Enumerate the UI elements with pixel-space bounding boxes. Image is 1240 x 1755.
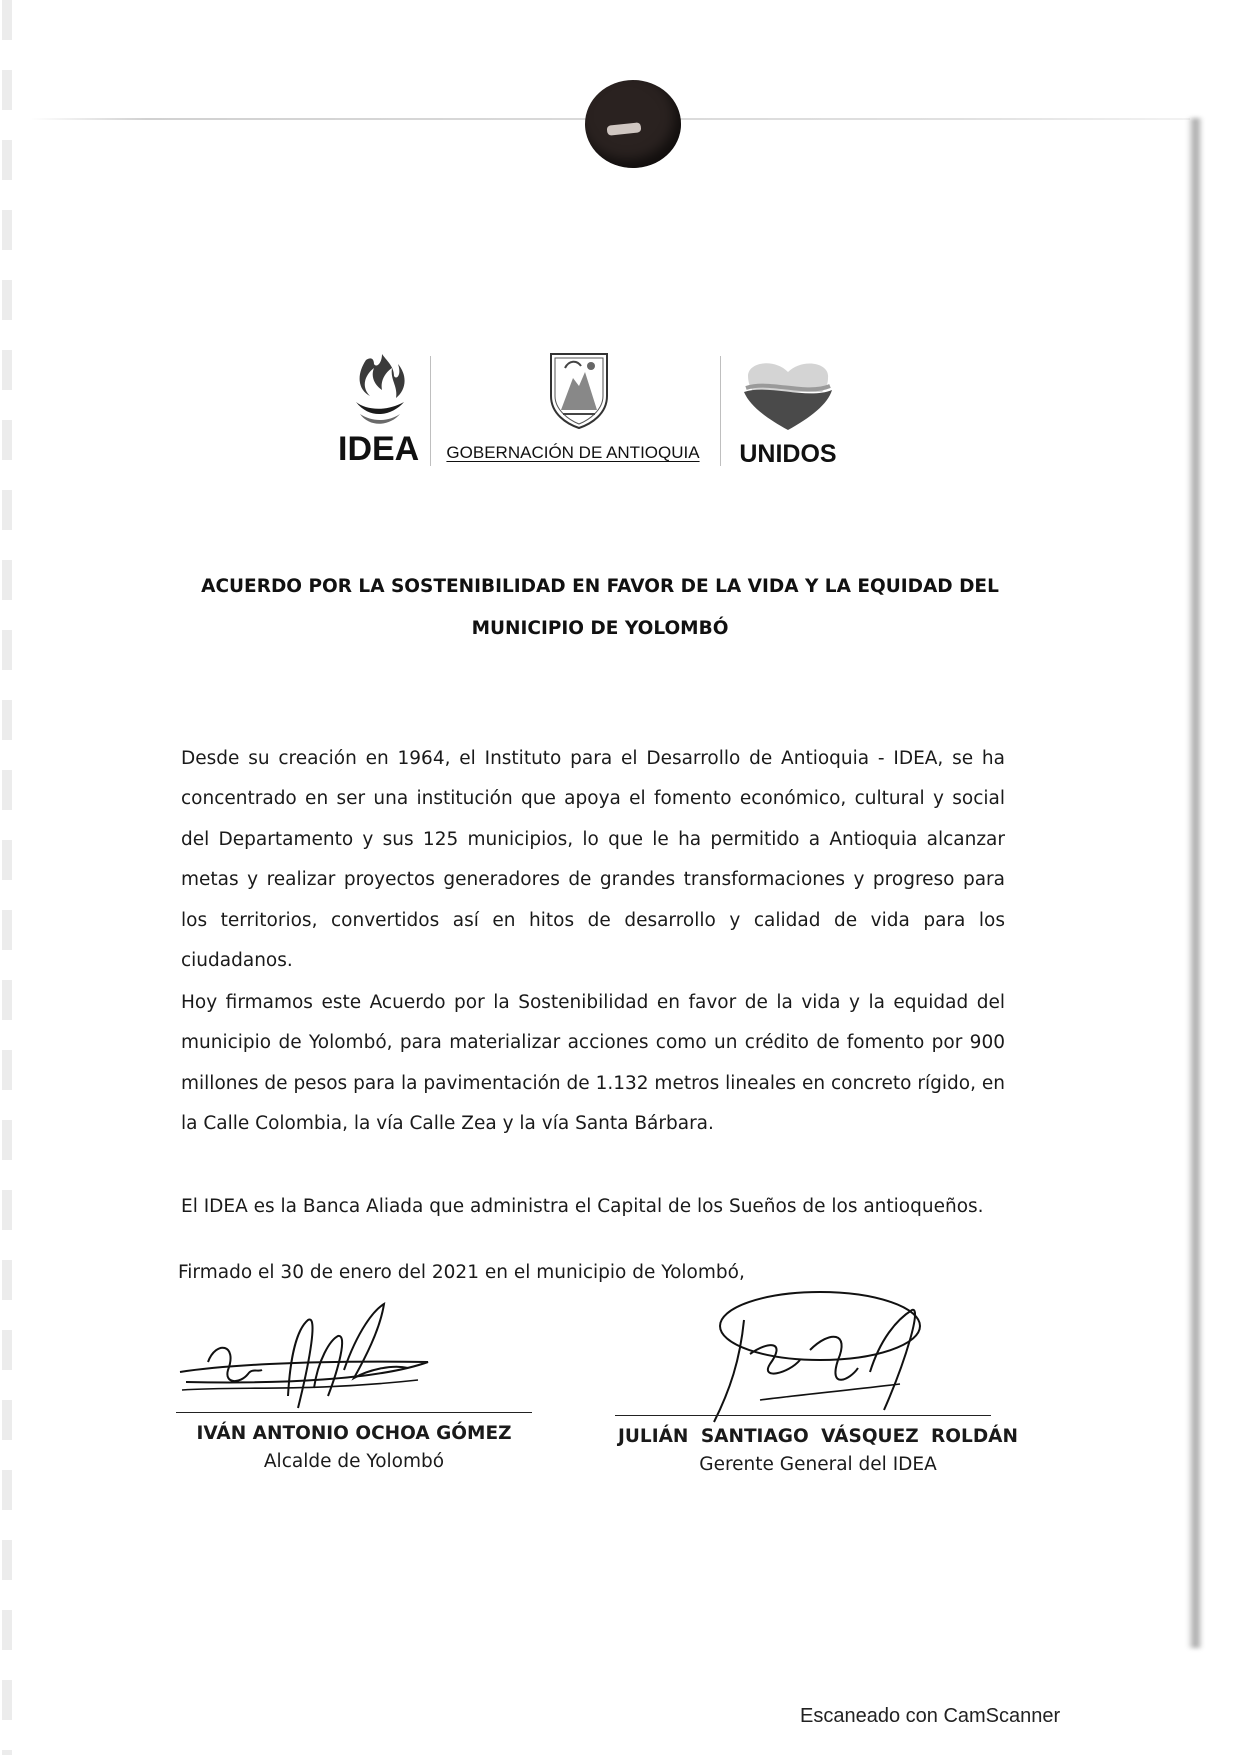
logo-header [330,350,870,480]
signer-role: Alcalde de Yolombó [263,1451,445,1472]
signer-name: IVÁN ANTONIO OCHOA GÓMEZ [196,1423,512,1444]
signer-name: JULIÁN SANTIAGO VÁSQUEZ ROLDÁN [618,1426,1018,1447]
gobernacion-logo [438,350,708,470]
logo-divider [720,356,721,466]
signer-block [176,1420,532,1476]
signature-ochoa [178,1300,438,1420]
logo-divider [430,356,431,466]
unidos-logo [728,358,848,470]
signature-line [615,1415,991,1416]
paragraph: Desde su creación en 1964, el Instituto para el Desarrollo de Antioquia - IDEA, se ha concentrado en ser una institución que apoya el fomento económico, cultural y social del Departamento y sus 125 municipios, lo que le ha permitido a Antioquia alcanzar metas y realizar proyectos generadores de grandes transformaciones y progreso para los territorios, convertidos así en hitos de desarrollo y calidad de vida para los ciudadanos. [181,747,1005,971]
unidos-heart-icon [738,358,838,432]
title-line: MUNICIPIO DE YOLOMBÓ [471,618,729,639]
idea-logo [338,350,418,470]
scan-left-edge-shadow [2,0,12,1755]
scanner-watermark: Escaneado con CamScanner [800,1705,1061,1727]
punch-hole [585,80,681,168]
signing-statement: Firmado el 30 de enero del 2021 en el municipio de Yolombó, [178,1261,745,1283]
document-title [150,566,1050,650]
paragraph: El IDEA es la Banca Aliada que administra el Capital de los Sueños de los antioqueños. [181,1195,984,1217]
paragraph: Hoy firmamos este Acuerdo por la Sostenibilidad en favor de la vida y la equidad del municipio de Yolombó, para materializar acciones como un crédito de fomento por 900 millones de pesos para la pavimentación de 1.132 metros lineales en concreto rígido, en la Calle Colombia, la vía Calle Zea y la vía Santa Bárbara. [181,991,1005,1134]
signature-vasquez [700,1280,930,1430]
signature-line [176,1412,532,1413]
idea-wordmark: IDEA [338,430,420,468]
antioquia-crest-icon [547,350,611,430]
signer-block [615,1423,1021,1479]
unidos-wordmark: UNIDOS [739,440,837,468]
gobernacion-wordmark: GOBERNACIÓN DE ANTIOQUIA [446,443,700,462]
idea-flame-icon [346,350,418,430]
signer-role: Gerente General del IDEA [699,1454,937,1475]
title-line: ACUERDO POR LA SOSTENIBILIDAD EN FAVOR DE LA VIDA Y LA EQUIDAD DEL [201,576,999,597]
paper-right-edge-shadow [1188,118,1202,1648]
